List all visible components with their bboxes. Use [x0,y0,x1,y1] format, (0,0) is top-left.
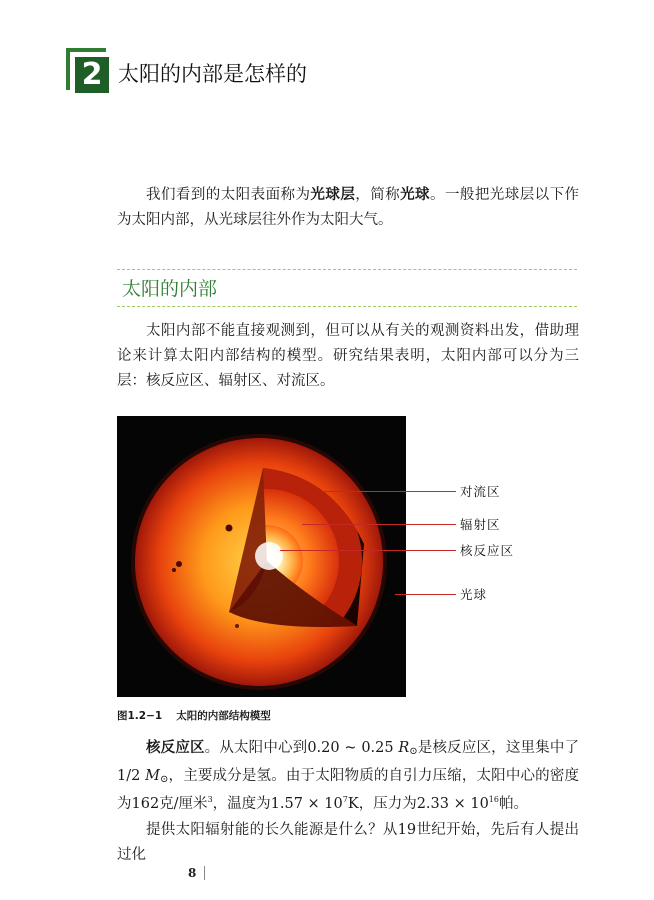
chapter-title: 太阳的内部是怎样的 [118,62,307,86]
core-text-6: 帕。 [498,796,528,812]
label-photosphere: 光球 [460,587,488,602]
caption-text: 太阳的内部结构模型 [176,710,271,722]
sun-illustration [117,416,406,697]
last-paragraph: 提供太阳辐射能的长久能源是什么？从19世纪开始，先后有人提出过化 [117,822,579,863]
term-photosphere: 光球 [400,186,431,203]
page-number-divider [204,866,205,880]
intro-text-3: 。一般把光球层以下作为太阳内部，从光球层往外作为太阳大气。 [117,187,580,228]
core-text-1: 。从太阳中心到0.20 ~ 0.25 [204,740,399,756]
term-core-zone: 核反应区 [146,739,205,756]
pressure-exponent: 16 [488,795,499,805]
intro-text-2: ，简称 [355,187,401,203]
label-core-zone: 核反应区 [460,543,515,558]
core-text-4: ，温度为1.57 × 10 [212,796,343,812]
term-photosphere-layer: 光球层 [310,186,356,203]
intro-text-1: 我们看到的太阳表面称为 [146,187,311,203]
caption-number: 图1.2−1 [117,710,163,722]
symbol-solar-radius: R [398,740,410,756]
label-radiation-zone: 辐射区 [460,517,501,532]
section-rule-top [117,269,577,270]
figure-caption [117,709,285,723]
sun-symbol-icon: ⊙ [409,746,418,757]
label-convection-zone: 对流区 [460,484,501,499]
sun-symbol-icon: ⊙ [159,774,169,785]
sun-structure-figure [117,416,406,697]
chapter-number-badge: 2 [75,57,109,93]
core-text-2: 是核反应区，这里集中了1/2 [117,740,580,784]
intro-paragraph [117,182,579,233]
core-text-3: ，主要成分是氢。由于太阳物质的自引力压缩，太阳中心的密度为162克/厘米 [117,768,580,812]
section-rule-bottom [117,306,577,307]
page-number: 8 [188,866,197,880]
core-paragraph [117,735,579,817]
section-paragraph: 太阳内部不能直接观测到，但可以从有关的观测资料出发，借助理论来计算太阳内部结构的模型。研究结果表明，太阳内部可以分为三层：核反应区、辐射区、对流区。 [117,323,579,389]
density-exponent: 3 [207,795,213,805]
core-text-5: K，压力为2.33 × 10 [347,796,489,812]
temperature-exponent: 7 [342,795,348,805]
section-title: 太阳的内部 [122,278,218,300]
symbol-solar-mass: M [145,768,160,784]
